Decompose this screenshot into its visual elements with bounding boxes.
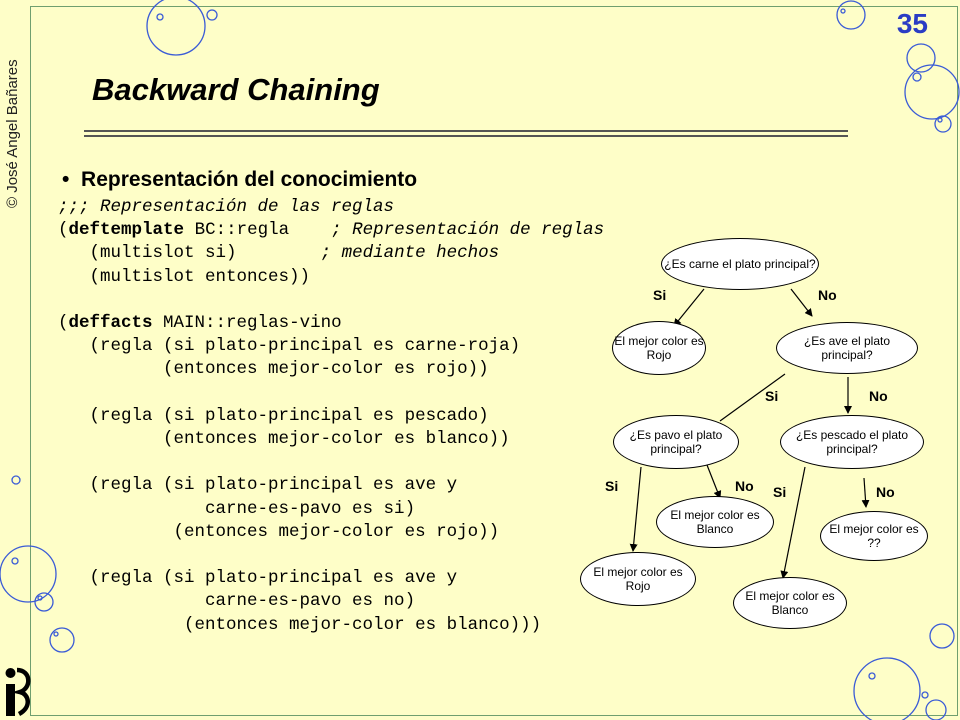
code-keyword-deftemplate: deftemplate <box>68 220 185 241</box>
node-es-carne: ¿Es carne el plato principal? <box>661 238 819 290</box>
code-comment-header: ;;; Representación de las reglas <box>58 197 395 217</box>
code-rule3-si: (regla (si plato-principal es ave y <box>89 475 458 496</box>
bullet-text: Representación del conocimiento <box>81 168 418 191</box>
edge-pescado-no <box>864 478 866 507</box>
label-pescado-no: No <box>876 484 895 500</box>
node-mejor-blanco-2: El mejor color es Blanco <box>733 577 847 629</box>
node-mejor-rojo-2: El mejor color es Rojo <box>580 552 696 606</box>
code-rule3-entonces: (entonces mejor-color es rojo)) <box>173 521 500 542</box>
slide-number: 35 <box>896 8 928 39</box>
code-rule3-pavo: carne-es-pavo es si) <box>205 498 416 519</box>
label-ave-no: No <box>869 388 888 404</box>
code-rule4-entonces: (entonces mejor-color es blanco))) <box>184 614 542 635</box>
code-slot-entonces: (multislot entonces)) <box>89 266 311 287</box>
code-keyword-deffacts: deffacts <box>68 313 153 334</box>
university-logo-icon <box>2 662 34 718</box>
slide-title: Backward Chaining <box>92 72 380 107</box>
bullet-mark: • <box>62 168 70 191</box>
label-ave-si: Si <box>765 388 779 404</box>
code-comment-hechos: ; mediante hechos <box>320 243 500 264</box>
label-pavo-no: No <box>735 478 754 494</box>
code-comment-rep: ; Representación de reglas <box>331 220 605 241</box>
code-rule1-entonces: (entonces mejor-color es rojo)) <box>163 359 489 380</box>
label-pavo-si: Si <box>605 478 619 494</box>
code-block: ;;; Representación de las reglas (deftemplate BC::regla ; Representación de reglas (multislot si) ; mediante hechos (multislot entonces)) (deffacts MAIN::reglas-vino (regla (si plato-principal es carne-roja) (entonces mejor-color es rojo)) (regla (si plato-principal es pescado) (entonces mejor-color es blanco)) (regla (si plato-principal es ave y carne-es-pavo es si) (entonces mejor-color es rojo)) (regla (si plato-principal es ave y carne-es-pavo es no) (entonces mejor-color es blanco))) <box>58 197 605 635</box>
code-facts-name: MAIN::reglas-vino <box>163 313 342 334</box>
node-es-pescado: ¿Es pescado el plato principal? <box>780 415 924 469</box>
edge-pescado-si <box>783 467 805 578</box>
label-carne-si: Si <box>653 287 667 303</box>
edge-pavo-no <box>707 465 720 498</box>
node-mejor-rojo-1: El mejor color es Rojo <box>612 321 706 375</box>
code-rule4-pavo: carne-es-pavo es no) <box>205 591 416 612</box>
code-rule1-si: (regla (si plato-principal es carne-roja) <box>89 336 521 357</box>
label-pescado-si: Si <box>773 484 787 500</box>
edge-pavo-si <box>633 467 641 551</box>
node-es-ave: ¿Es ave el plato principal? <box>776 322 918 374</box>
code-rule4-si: (regla (si plato-principal es ave y <box>89 568 458 589</box>
node-es-pavo: ¿Es pavo el plato principal? <box>613 415 739 469</box>
edge-carne-si <box>674 289 704 326</box>
label-carne-no: No <box>818 287 837 303</box>
edge-carne-no <box>791 289 812 316</box>
node-mejor-desconocido: El mejor color es ?? <box>820 511 928 561</box>
node-mejor-blanco-1: El mejor color es Blanco <box>656 496 774 548</box>
code-rule2-entonces: (entonces mejor-color es blanco)) <box>163 429 510 450</box>
code-slot-si: (multislot si) <box>89 243 237 264</box>
code-rule2-si: (regla (si plato-principal es pescado) <box>89 405 489 426</box>
code-template-name: BC::regla <box>194 220 290 241</box>
copyright-notice: © José Angel Bañares <box>4 59 21 208</box>
